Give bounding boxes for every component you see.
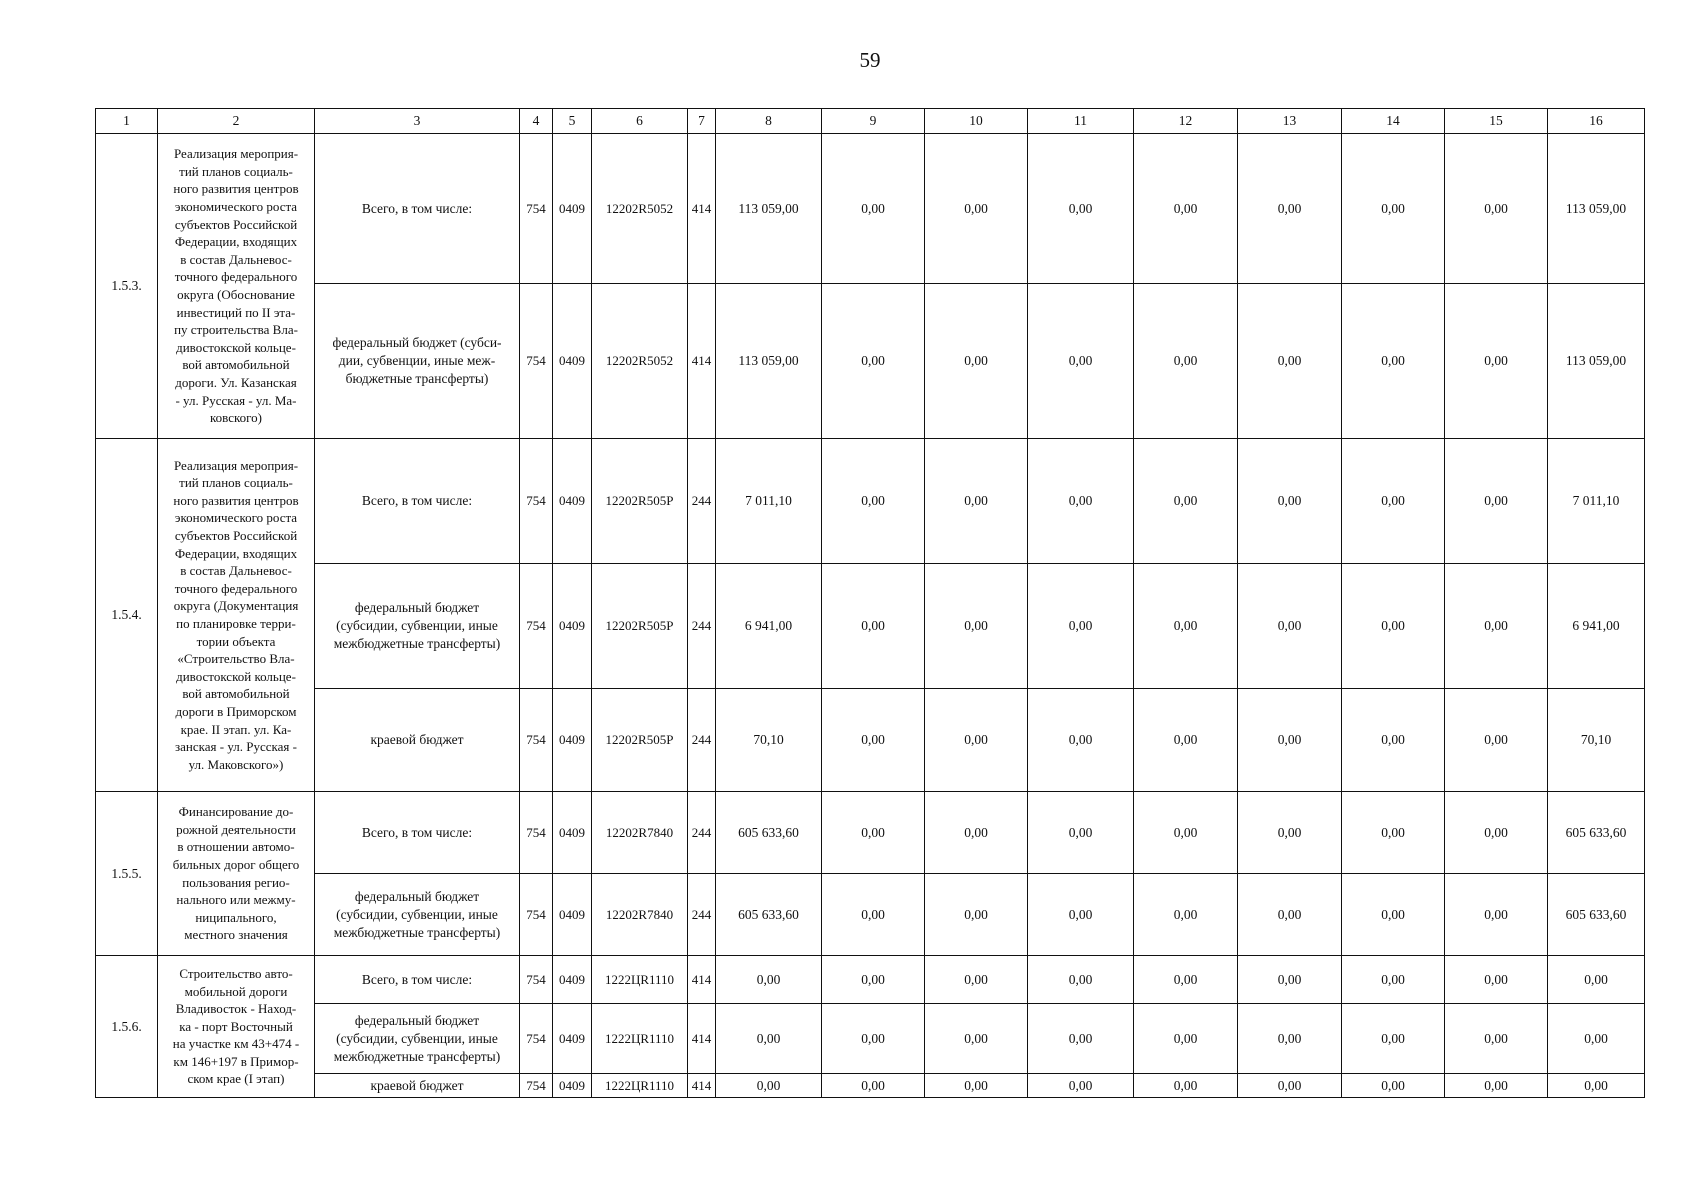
table-row [96,689,1645,792]
code-col-7: 414 [688,1004,716,1074]
code-col-6: 1222ЦR1110 [592,1074,688,1098]
column-header-7: 7 [688,109,716,134]
amount-col-8: 113 059,00 [716,134,822,284]
item-name: Реализация мероприя- тий планов социаль- ного развития центров экономического роста субъектов Российской Федерации, входящих в состав Дальневос- точного федерального округа (Документация по планировке терри- тории объекта «Строительство Вла- дивостокской кольце- вой автомобильной дороги в Приморском крае. II этап. ул. Ка- занская - ул. Русская - ул. Маковского») [158,439,315,792]
column-header-6: 6 [592,109,688,134]
code-col-6: 12202R5052 [592,284,688,439]
amount-col-14: 0,00 [1342,1004,1445,1074]
amount-col-14: 0,00 [1342,792,1445,874]
funding-source: федеральный бюджет (субси- дии, субвенции, иные меж- бюджетные трансферты) [315,284,520,439]
amount-col-9: 0,00 [822,1074,925,1098]
code-col-4: 754 [520,439,553,564]
amount-col-13: 0,00 [1238,792,1342,874]
item-number: 1.5.3. [96,134,158,439]
code-col-4: 754 [520,134,553,284]
table-header [96,109,1645,134]
table-row [96,439,1645,564]
amount-col-16: 605 633,60 [1548,792,1645,874]
column-header-1: 1 [96,109,158,134]
amount-col-12: 0,00 [1134,134,1238,284]
amount-col-9: 0,00 [822,1004,925,1074]
code-col-5: 0409 [553,134,592,284]
code-col-5: 0409 [553,1004,592,1074]
amount-col-9: 0,00 [822,134,925,284]
amount-col-11: 0,00 [1028,956,1134,1004]
amount-col-14: 0,00 [1342,689,1445,792]
amount-col-8: 113 059,00 [716,284,822,439]
amount-col-15: 0,00 [1445,689,1548,792]
amount-col-15: 0,00 [1445,956,1548,1004]
amount-col-11: 0,00 [1028,439,1134,564]
amount-col-10: 0,00 [925,439,1028,564]
page-number: 59 [859,48,881,72]
amount-col-10: 0,00 [925,874,1028,956]
amount-col-12: 0,00 [1134,689,1238,792]
column-header-15: 15 [1445,109,1548,134]
amount-col-14: 0,00 [1342,956,1445,1004]
code-col-6: 12202R505P [592,564,688,689]
amount-col-13: 0,00 [1238,874,1342,956]
code-col-6: 12202R505P [592,439,688,564]
amount-col-8: 605 633,60 [716,792,822,874]
amount-col-16: 0,00 [1548,1074,1645,1098]
budget-table [95,108,1645,1098]
code-col-7: 414 [688,956,716,1004]
amount-col-14: 0,00 [1342,134,1445,284]
table-row [96,792,1645,874]
amount-col-9: 0,00 [822,792,925,874]
amount-col-15: 0,00 [1445,1004,1548,1074]
code-col-6: 12202R505P [592,689,688,792]
amount-col-15: 0,00 [1445,1074,1548,1098]
funding-source: краевой бюджет [315,1074,520,1098]
item-name: Строительство авто- мобильной дороги Владивосток - Наход- ка - порт Восточный на участке км 43+474 - км 146+197 в Примор- ском крае (I этап) [158,956,315,1098]
column-header-8: 8 [716,109,822,134]
amount-col-11: 0,00 [1028,1074,1134,1098]
amount-col-10: 0,00 [925,689,1028,792]
amount-col-12: 0,00 [1134,1004,1238,1074]
amount-col-10: 0,00 [925,284,1028,439]
amount-col-11: 0,00 [1028,564,1134,689]
funding-source: федеральный бюджет (субсидии, субвенции, иные межбюджетные трансферты) [315,564,520,689]
amount-col-15: 0,00 [1445,874,1548,956]
code-col-5: 0409 [553,439,592,564]
amount-col-9: 0,00 [822,689,925,792]
amount-col-10: 0,00 [925,1004,1028,1074]
code-col-4: 754 [520,284,553,439]
code-col-6: 12202R5052 [592,134,688,284]
code-col-7: 244 [688,792,716,874]
item-number: 1.5.5. [96,792,158,956]
amount-col-13: 0,00 [1238,956,1342,1004]
amount-col-12: 0,00 [1134,792,1238,874]
amount-col-13: 0,00 [1238,284,1342,439]
code-col-5: 0409 [553,1074,592,1098]
amount-col-8: 0,00 [716,1004,822,1074]
amount-col-15: 0,00 [1445,564,1548,689]
item-number: 1.5.6. [96,956,158,1098]
amount-col-14: 0,00 [1342,439,1445,564]
code-col-5: 0409 [553,564,592,689]
column-header-11: 11 [1028,109,1134,134]
amount-col-16: 113 059,00 [1548,284,1645,439]
funding-source: федеральный бюджет (субсидии, субвенции, иные межбюджетные трансферты) [315,1004,520,1074]
amount-col-16: 70,10 [1548,689,1645,792]
funding-source: Всего, в том числе: [315,956,520,1004]
code-col-4: 754 [520,1074,553,1098]
amount-col-16: 113 059,00 [1548,134,1645,284]
amount-col-15: 0,00 [1445,284,1548,439]
table-row [96,956,1645,1004]
amount-col-12: 0,00 [1134,284,1238,439]
amount-col-16: 7 011,10 [1548,439,1645,564]
amount-col-16: 0,00 [1548,1004,1645,1074]
code-col-7: 244 [688,439,716,564]
code-col-6: 12202R7840 [592,792,688,874]
amount-col-13: 0,00 [1238,689,1342,792]
table-row [96,134,1645,284]
column-header-12: 12 [1134,109,1238,134]
amount-col-8: 70,10 [716,689,822,792]
column-header-2: 2 [158,109,315,134]
table-row [96,1004,1645,1074]
amount-col-11: 0,00 [1028,874,1134,956]
code-col-6: 12202R7840 [592,874,688,956]
amount-col-16: 605 633,60 [1548,874,1645,956]
amount-col-14: 0,00 [1342,874,1445,956]
item-name: Реализация мероприя- тий планов социаль- ного развития центров экономического роста субъектов Российской Федерации, входящих в состав Дальневос- точного федерального округа (Обоснование инвестиций по II эта- пу строительства Вла- дивостокской кольце- вой автомобильной дороги. Ул. Казанская - ул. Русская - ул. Ма- ковского) [158,134,315,439]
amount-col-9: 0,00 [822,564,925,689]
funding-source: Всего, в том числе: [315,134,520,284]
code-col-5: 0409 [553,874,592,956]
column-header-5: 5 [553,109,592,134]
amount-col-10: 0,00 [925,564,1028,689]
amount-col-12: 0,00 [1134,956,1238,1004]
code-col-7: 244 [688,689,716,792]
amount-col-12: 0,00 [1134,439,1238,564]
code-col-5: 0409 [553,689,592,792]
code-col-6: 1222ЦR1110 [592,1004,688,1074]
amount-col-14: 0,00 [1342,1074,1445,1098]
column-header-4: 4 [520,109,553,134]
code-col-4: 754 [520,564,553,689]
code-col-7: 244 [688,874,716,956]
column-header-14: 14 [1342,109,1445,134]
amount-col-11: 0,00 [1028,689,1134,792]
table-body [96,134,1645,1098]
amount-col-8: 605 633,60 [716,874,822,956]
item-name: Финансирование до- рожной деятельности в отношении автомо- бильных дорог общего пользования регио- нального или межму- ниципального, местного значения [158,792,315,956]
column-header-9: 9 [822,109,925,134]
code-col-4: 754 [520,956,553,1004]
code-col-4: 754 [520,792,553,874]
code-col-7: 244 [688,564,716,689]
table-row [96,874,1645,956]
amount-col-16: 6 941,00 [1548,564,1645,689]
code-col-6: 1222ЦR1110 [592,956,688,1004]
amount-col-8: 0,00 [716,1074,822,1098]
amount-col-11: 0,00 [1028,1004,1134,1074]
amount-col-13: 0,00 [1238,134,1342,284]
amount-col-9: 0,00 [822,956,925,1004]
amount-col-11: 0,00 [1028,134,1134,284]
code-col-7: 414 [688,284,716,439]
funding-source: Всего, в том числе: [315,792,520,874]
amount-col-8: 6 941,00 [716,564,822,689]
item-number: 1.5.4. [96,439,158,792]
table-row [96,564,1645,689]
amount-col-11: 0,00 [1028,284,1134,439]
amount-col-12: 0,00 [1134,564,1238,689]
table-row [96,284,1645,439]
amount-col-13: 0,00 [1238,1004,1342,1074]
code-col-4: 754 [520,874,553,956]
column-header-16: 16 [1548,109,1645,134]
amount-col-10: 0,00 [925,792,1028,874]
amount-col-8: 0,00 [716,956,822,1004]
amount-col-9: 0,00 [822,439,925,564]
amount-col-15: 0,00 [1445,792,1548,874]
amount-col-13: 0,00 [1238,564,1342,689]
amount-col-12: 0,00 [1134,1074,1238,1098]
funding-source: федеральный бюджет (субсидии, субвенции, иные межбюджетные трансферты) [315,874,520,956]
amount-col-10: 0,00 [925,134,1028,284]
amount-col-14: 0,00 [1342,564,1445,689]
code-col-5: 0409 [553,284,592,439]
funding-source: Всего, в том числе: [315,439,520,564]
table-row [96,1074,1645,1098]
column-header-13: 13 [1238,109,1342,134]
amount-col-13: 0,00 [1238,439,1342,564]
amount-col-15: 0,00 [1445,439,1548,564]
funding-source: краевой бюджет [315,689,520,792]
amount-col-8: 7 011,10 [716,439,822,564]
header-row [96,109,1645,134]
amount-col-12: 0,00 [1134,874,1238,956]
code-col-7: 414 [688,134,716,284]
amount-col-14: 0,00 [1342,284,1445,439]
column-header-10: 10 [925,109,1028,134]
amount-col-16: 0,00 [1548,956,1645,1004]
amount-col-10: 0,00 [925,1074,1028,1098]
code-col-4: 754 [520,689,553,792]
column-header-3: 3 [315,109,520,134]
amount-col-11: 0,00 [1028,792,1134,874]
code-col-7: 414 [688,1074,716,1098]
amount-col-10: 0,00 [925,956,1028,1004]
code-col-5: 0409 [553,956,592,1004]
amount-col-9: 0,00 [822,874,925,956]
amount-col-13: 0,00 [1238,1074,1342,1098]
amount-col-15: 0,00 [1445,134,1548,284]
amount-col-9: 0,00 [822,284,925,439]
code-col-5: 0409 [553,792,592,874]
code-col-4: 754 [520,1004,553,1074]
